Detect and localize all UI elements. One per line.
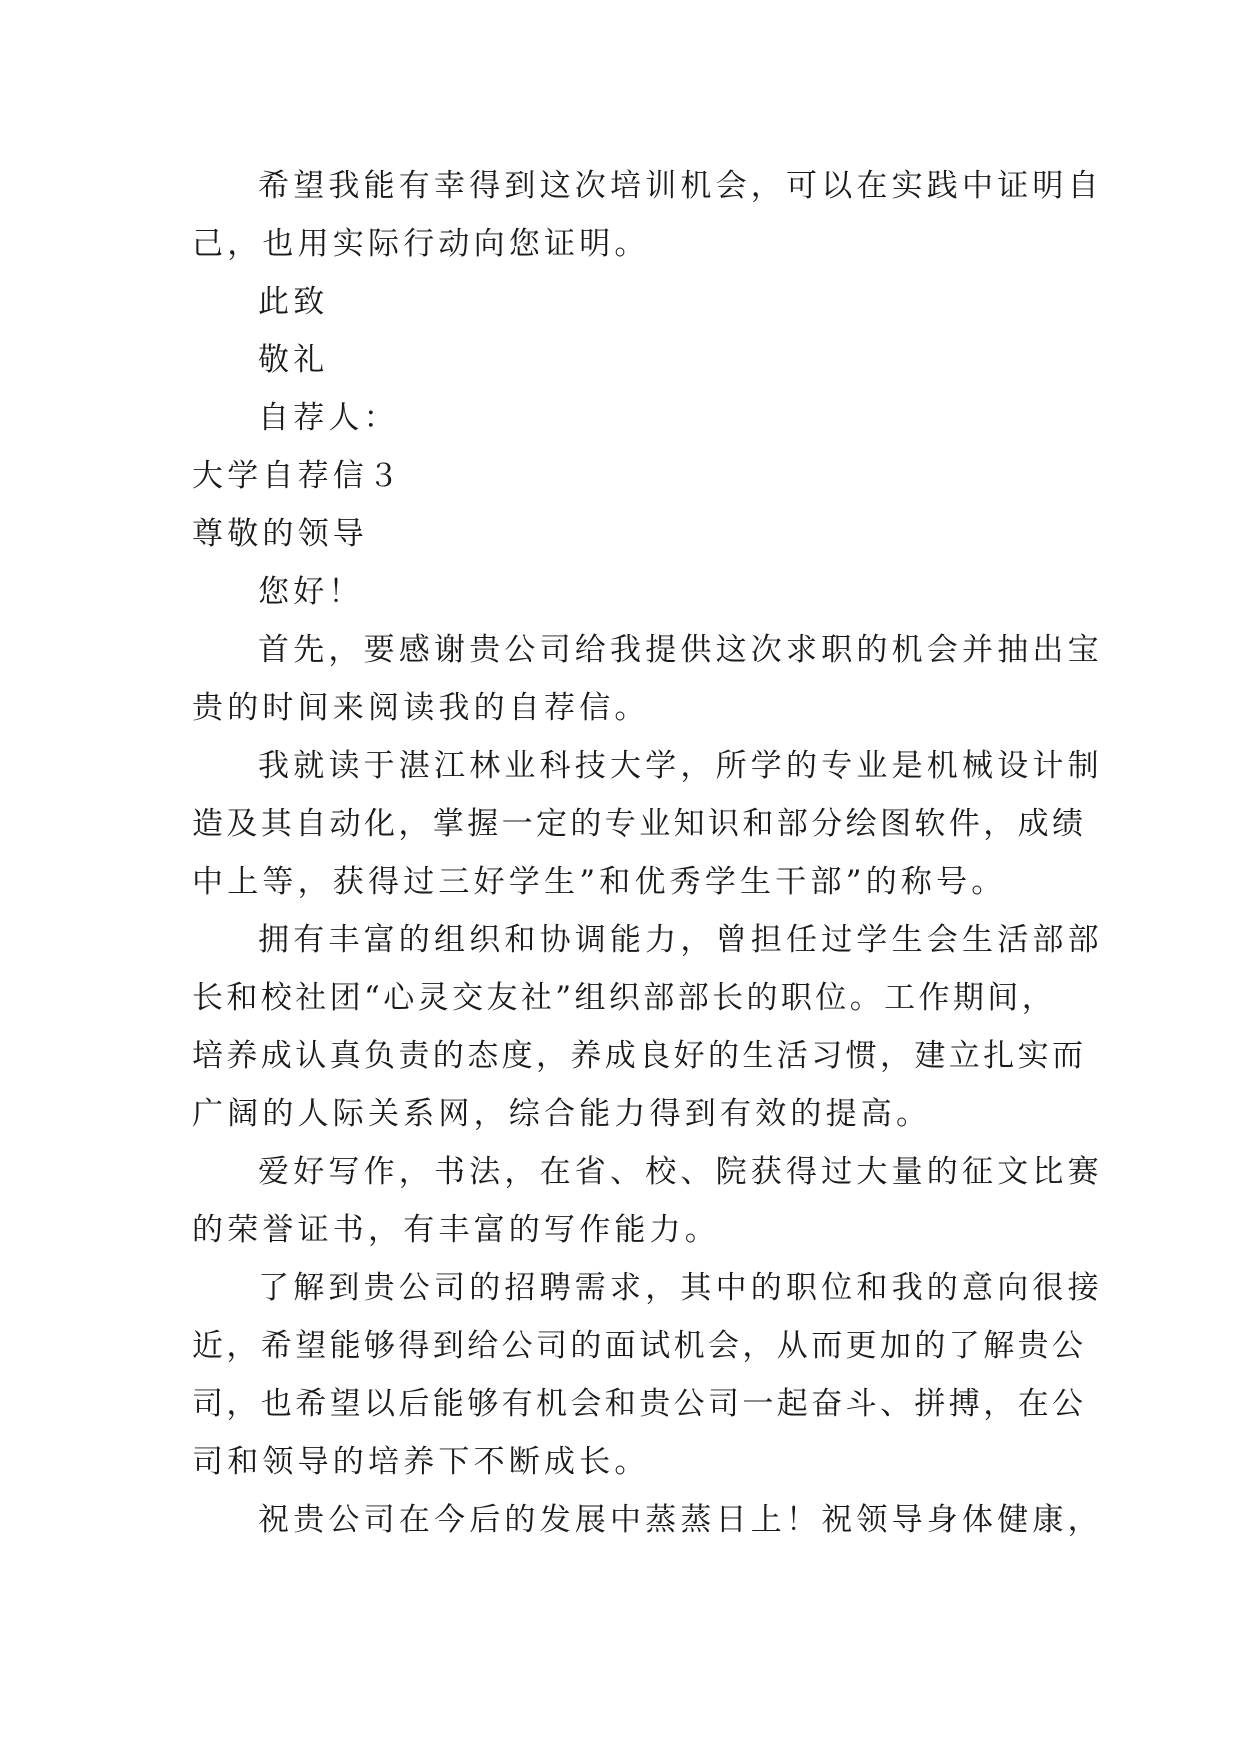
closing-line: 此致 [258,284,329,320]
paragraph-line: 贵的时间来阅读我的自荐信。 [192,690,650,726]
paragraph-line: 培养成认真负责的态度，养成良好的生活习惯，建立扎实而 [192,1038,1087,1074]
paragraph-line: 近，希望能够得到给公司的面试机会，从而更加的了解贵公 [192,1328,1087,1364]
paragraph-line: 司，也希望以后能够有机会和贵公司一起奋斗、拼搏，在公 [192,1386,1087,1422]
paragraph-line: 长和校社团“心灵交友社”组织部部长的职位。工作期间， [192,980,1057,1016]
paragraph-line: 爱好写作，书法，在省、校、院获得过大量的征文比赛 [258,1154,1103,1190]
paragraph-line: 的荣誉证书，有丰富的写作能力。 [192,1212,720,1248]
paragraph-line: 拥有丰富的组织和协调能力，曾担任过学生会生活部部 [258,922,1103,958]
paragraph-line: 己，也用实际行动向您证明。 [192,226,650,262]
section-heading: 大学自荐信３ [192,458,404,494]
paragraph-line: 我就读于湛江林业科技大学，所学的专业是机械设计制 [258,748,1103,784]
paragraph-line: 祝贵公司在今后的发展中蒸蒸日上！祝领导身体健康， [258,1502,1103,1538]
paragraph-line: 造及其自动化，掌握一定的专业知识和部分绘图软件，成绩 [192,806,1087,842]
salutation: 尊敬的领导 [192,516,368,552]
paragraph-line: 司和领导的培养下不断成长。 [192,1444,650,1480]
paragraph-line: 希望我能有幸得到这次培训机会，可以在实践中证明自 [258,168,1103,204]
paragraph-line: 广阔的人际关系网，综合能力得到有效的提高。 [192,1096,932,1132]
greeting: 您好！ [258,574,364,610]
closing-line: 敬礼 [258,342,329,378]
paragraph-line: 了解到贵公司的招聘需求，其中的职位和我的意向很接 [258,1270,1103,1306]
signature-line: 自荐人： [258,400,399,436]
paragraph-line: 中上等，获得过三好学生”和优秀学生干部”的称号。 [192,864,1007,900]
paragraph-line: 首先，要感谢贵公司给我提供这次求职的机会并抽出宝 [258,632,1103,668]
